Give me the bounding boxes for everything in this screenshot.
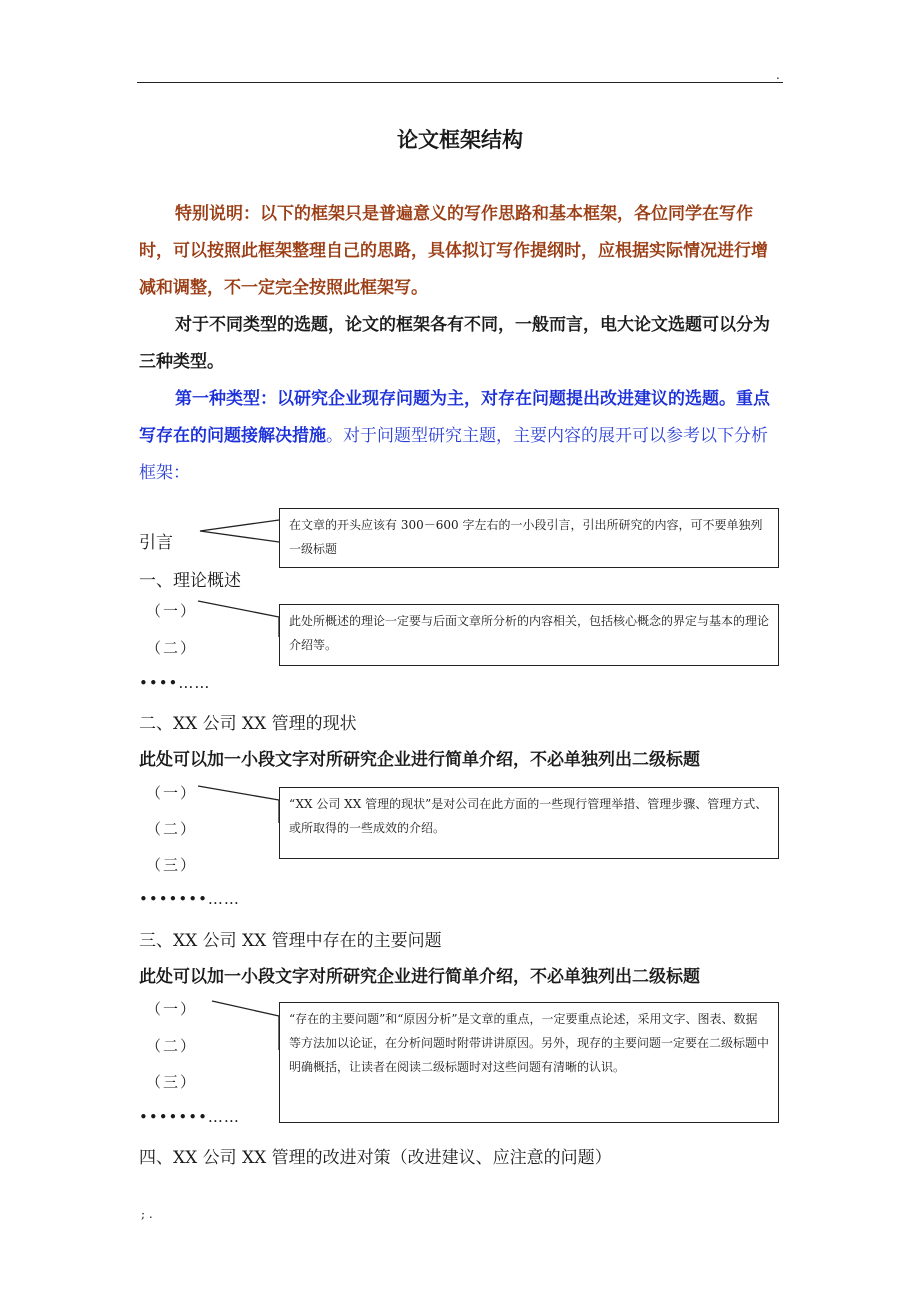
section-3-heading: 三、XX 公司 XX 管理中存在的主要问题 — [139, 931, 442, 951]
callout-problems: “存在的主要问题”和“原因分析”是文章的重点，一定要重点论述，采用文字、图表、数据等方法加以论证，在分析问题时附带讲讲原因。另外，现存的主要问题一定要在二级标题中明确概括，让读者在阅读二级标题时对这些问题有清晰的认识。 — [279, 1002, 779, 1123]
page-title: 论文框架结构 — [397, 128, 523, 152]
section-2-sub-3: （三） — [146, 856, 198, 874]
callout-intro: 在文章的开头应该有 300－600 字左右的一小段引言，引出所研究的内容，可不要单独列一级标题 — [279, 508, 779, 568]
pointer-theory — [198, 601, 279, 637]
section-2-sub-2: （二） — [146, 820, 198, 838]
section-2-heading: 二、XX 公司 XX 管理的现状 — [139, 714, 357, 734]
section-2-ellipsis: •••••••…… — [139, 890, 240, 908]
callout-status: “XX 公司 XX 管理的现状”是对公司在此方面的一些现行管理举措、管理步骤、管理方式、或所取得的一些成效的介绍。 — [279, 787, 779, 859]
section-2-note: 此处可以加一小段文字对所研究企业进行简单介绍，不必单独列出二级标题 — [139, 750, 700, 770]
type1-normal: 。对于问题型研究主题，主要内容的展开可以参考以下分析框架： — [139, 426, 768, 483]
section-4-heading: 四、XX 公司 XX 管理的改进对策（改进建议、应注意的问题） — [139, 1148, 612, 1168]
section-3-sub-1: （一） — [146, 1000, 198, 1018]
callout-theory: 此处所概述的理论一定要与后面文章所分析的内容相关，包括核心概念的界定与基本的理论介绍等。 — [279, 604, 779, 666]
section-1-sub-1: （一） — [146, 602, 198, 620]
types-intro: 对于不同类型的选题，论文的框架各有不同，一般而言，电大论文选题可以分为三种类型。 — [139, 315, 770, 372]
section-3-note: 此处可以加一小段文字对所研究企业进行简单介绍，不必单独列出二级标题 — [139, 967, 700, 987]
section-3-sub-3: （三） — [146, 1073, 198, 1091]
section-3-sub-2: （二） — [146, 1037, 198, 1055]
section-1-sub-2: （二） — [146, 639, 198, 657]
section-2-sub-1: （一） — [146, 784, 198, 802]
section-1-heading: 一、理论概述 — [139, 571, 241, 591]
section-3-ellipsis: •••••••…… — [139, 1108, 240, 1126]
pointer-status — [198, 786, 279, 823]
special-note: 特别说明：以下的框架只是普遍意义的写作思路和基本框架，各位同学在写作时，可以按照此框架整理自己的思路，具体拟订写作提纲时，应根据实际情况进行增减和调整，不一定完全按照此框架写。 — [139, 204, 768, 298]
pointer-problems — [212, 1001, 279, 1050]
pointer-intro — [200, 520, 279, 542]
intro-label: 引言 — [139, 533, 173, 553]
header-mark: . — [776, 68, 780, 82]
type1-bold: 第一种类型：以研究企业现存问题为主，对存在问题提出改进建议的选题。重点写存在的问题接解决措施 — [139, 389, 770, 446]
section-1-ellipsis: ••••…… — [139, 674, 211, 692]
footer-mark: ; . — [141, 1207, 153, 1221]
